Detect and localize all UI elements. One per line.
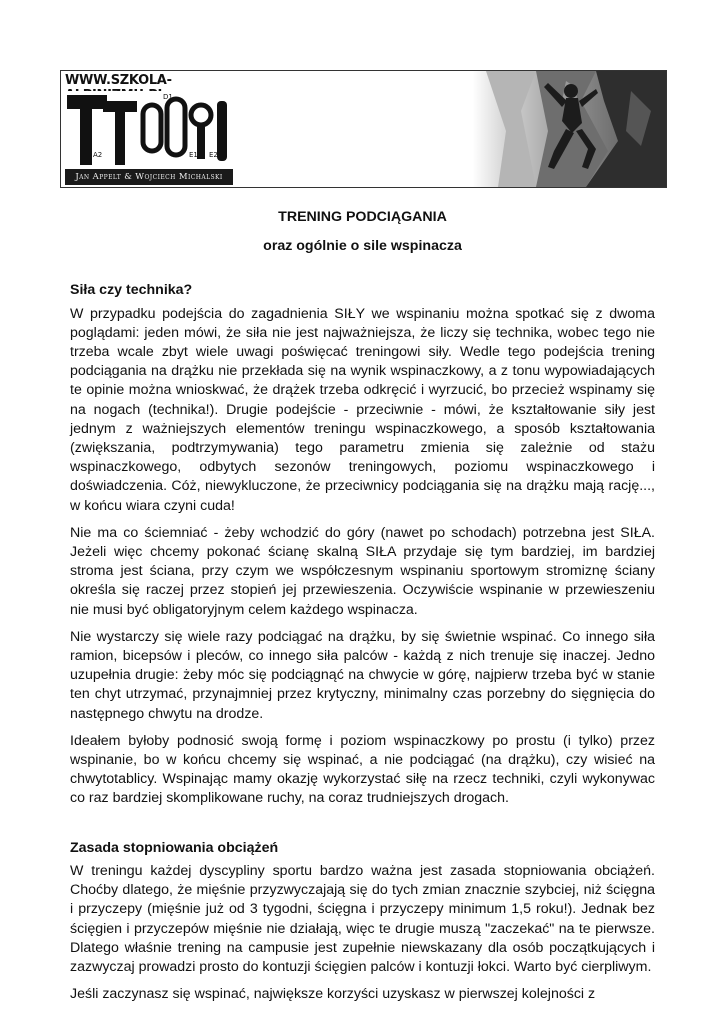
paragraph: Ideałem byłoby podnosić swoją formę i poziom wspinaczkowy po prostu (i tylko) przez wspinanie, bo w końcu chcemy się wspinać, a nie podciągać (na drążku), czy wisieć na chwytotablicy. Wspinając mamy okazję wykorzystać siłę na rzecz techniki, czyli wykonywac co raz bardziej skomplikowane ruchy, na coraz trudniejszych drogach. [70, 732, 655, 807]
school-logo [61, 71, 236, 187]
site-url[interactable]: WWW.SZKOLA- [65, 73, 172, 88]
header-banner [60, 70, 667, 188]
logo-mark-a2: A2 [93, 151, 103, 159]
logo-mark-d1: D1 [163, 93, 173, 101]
logo-mark-e1: E1 [189, 151, 198, 159]
section-heading-strength: Siła czy technika? [70, 282, 193, 299]
paragraph: Jeśli zaczynasz się wspinać, największe korzyści uzyskasz w pierwszej kolejności z [70, 986, 596, 1003]
climber-photo [236, 71, 666, 187]
section-heading-load-progression: Zasada stopniowania obciążeń [70, 839, 279, 856]
climbing-gear-logo [63, 91, 233, 169]
paragraph: W przypadku podejścia do zagadnienia SIŁY we wspinaniu można spotkać się z dwoma poglądami: jeden mówi, że siła nie jest najważniejsza, że liczy się technika, wobec tego nie trzeba wcale zbyt wiele uwagi poświęcać treningowi siły. Wedle tego podejścia trening podciągania na drążku nie przekłada się na wynik wspinaczkowy, a z tonu wypowiadających te opinie można wnioskwać, że drążek trzeba odkręcić i wyrzucić, bo przecież wspinamy się na nogach (technika!). Drugie podejście - przeciwnie - mówi, że kształtowanie siły jest jednym z ważniejszych elementów treningu wspinaczkowego, a sposób kształtowania (zwiększania, podtrzymywania) tego parametru zmienia się zależnie od stażu wspinaczkowego, odbytych sezonów treningowych, poziomu wspinaczkowego i doświadczenia. Cóż, niewykluczone, że przeciwnicy podciągania się na drążku mają rację..., w końcu wiara czyni cuda! [70, 305, 655, 514]
page-subtitle: oraz ogólnie o sile wspinacza [263, 238, 462, 255]
logo-mark-a1: A1 [69, 141, 79, 149]
paragraph: Nie wystarczy się wiele razy podciągać na drążku, by się świetnie wspinać. Co innego siła ramion, bicepsów i pleców, co innego siła palców - każdą z nich trenuje się inaczej. Jedno uzupełnia drugie: żeby móc się podciągnąć na chwycie w górę, najpierw trzeba być w stanie ten chyt utrzymać, przynajmniej przez krytyczny, minimalny czas porzebny do sięgnięcia do następnego chwytu na drodze. [70, 628, 655, 722]
logo-mark-e2: E2 [209, 151, 218, 159]
page-title: TRENING PODCIĄGANIA [278, 209, 447, 225]
paragraph: Nie ma co ściemniać - żeby wchodzić do góry (nawet po schodach) potrzebna jest SIŁA. Jeżeli więc chcemy pokonać ścianę skalną SIŁA przydaje się tym bardziej, im bardziej stroma jest ściana, przy czym we współczesnym wspinaniu sportowym stromiznę ściany określa się raczej przez stopień jej przewieszenia. Oczywiście wspinanie w przewieszeniu nie musi być obligatoryjnym celem każdego wspinacza. [70, 524, 655, 618]
article [70, 208, 655, 1004]
paragraph: W treningu każdej dyscypliny sportu bardzo ważna jest zasada stopniowania obciążeń. Choćby dlatego, że mięśnie przyzwyczajają się do tych zmian znacznie szybciej, niż ścięgna i przyczepy (mięśnie już od 3 tygodni, ścięgna i przyczepy minimum 1,5 roku!). Jednak bez ścięgien i przyczepów mięśnie nie działają, więc te drugie muszą "zaczekać" na te pierwsze. Dlatego właśnie trening na campusie jest zupełnie niewskazany dla osób początkujących i zazwyczaj prowadzi prosto do kontuzji ścięgien palców i kontuzji łokci. Warto być cierpliwym. [70, 862, 655, 975]
authors-caption: Jan Appelt & Wojciech Michalski [65, 169, 233, 185]
